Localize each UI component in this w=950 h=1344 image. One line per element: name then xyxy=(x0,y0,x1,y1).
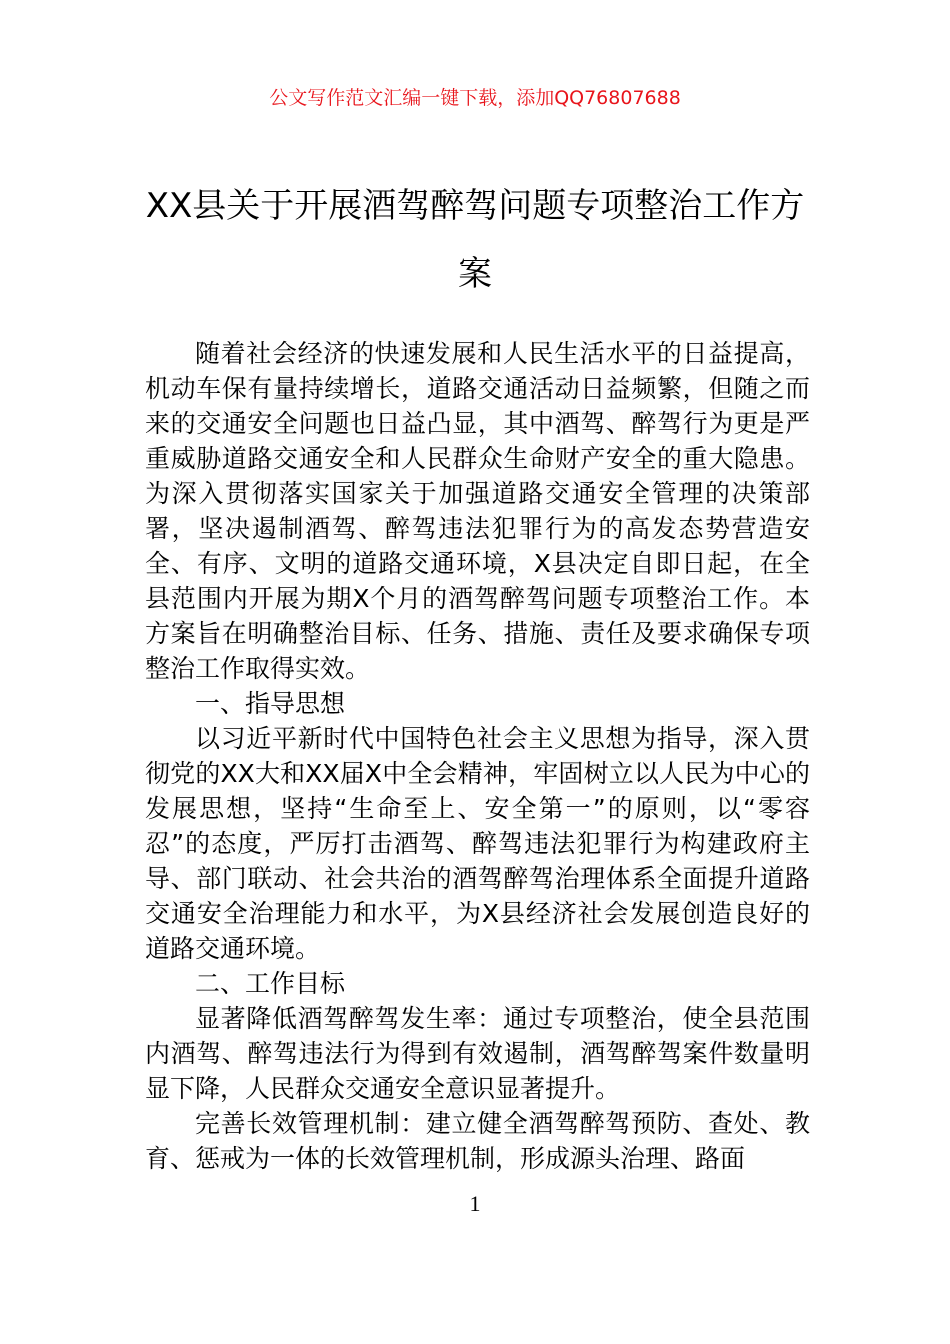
page-number: 1 xyxy=(469,1191,481,1216)
section-heading-work-goals: 二、工作目标 xyxy=(195,969,346,998)
paragraph-goal-long-term-mechanism: 完善长效管理机制：建立健全酒驾醉驾预防、查处、教育、惩戒为一体的长效管理机制，形成源头治理、路面 xyxy=(145,1109,810,1173)
section-heading-guiding-thought: 一、指导思想 xyxy=(195,689,346,718)
document-body xyxy=(145,336,810,1176)
header-note: 公文写作范文汇编一键下载，添加QQ76807688 xyxy=(269,87,681,109)
document-title: XX县关于开展酒驾醉驾问题专项整治工作方案 xyxy=(145,186,805,294)
paragraph-intro: 随着社会经济的快速发展和人民生活水平的日益提高，机动车保有量持续增长，道路交通活动日益频繁，但随之而来的交通安全问题也日益凸显，其中酒驾、醉驾行为更是严重威胁道路交通安全和人民群众生命财产安全的重大隐患。为深入贯彻落实国家关于加强道路交通安全管理的决策部署，坚决遏制酒驾、醉驾违法犯罪行为的高发态势营造安全、有序、文明的道路交通环境，X县决定自即日起，在全县范围内开展为期X个月的酒驾醉驾问题专项整治工作。本方案旨在明确整治目标、任务、措施、责任及要求确保专项整治工作取得实效。 xyxy=(145,339,810,683)
paragraph-guiding-thought: 以习近平新时代中国特色社会主义思想为指导，深入贯彻党的XX大和XX届X中全会精神，牢固树立以人民为中心的发展思想，坚持“生命至上、安全第一”的原则，以“零容忍”的态度，严厉打击酒驾、醉驾违法犯罪行为构建政府主导、部门联动、社会共治的酒驾醉驾治理体系全面提升道路交通安全治理能力和水平，为X县经济社会发展创造良好的道路交通环境。 xyxy=(145,724,810,963)
paragraph-goal-reduce-rate: 显著降低酒驾醉驾发生率：通过专项整治，使全县范围内酒驾、醉驾违法行为得到有效遏制，酒驾醉驾案件数量明显下降，人民群众交通安全意识显著提升。 xyxy=(145,1004,810,1103)
